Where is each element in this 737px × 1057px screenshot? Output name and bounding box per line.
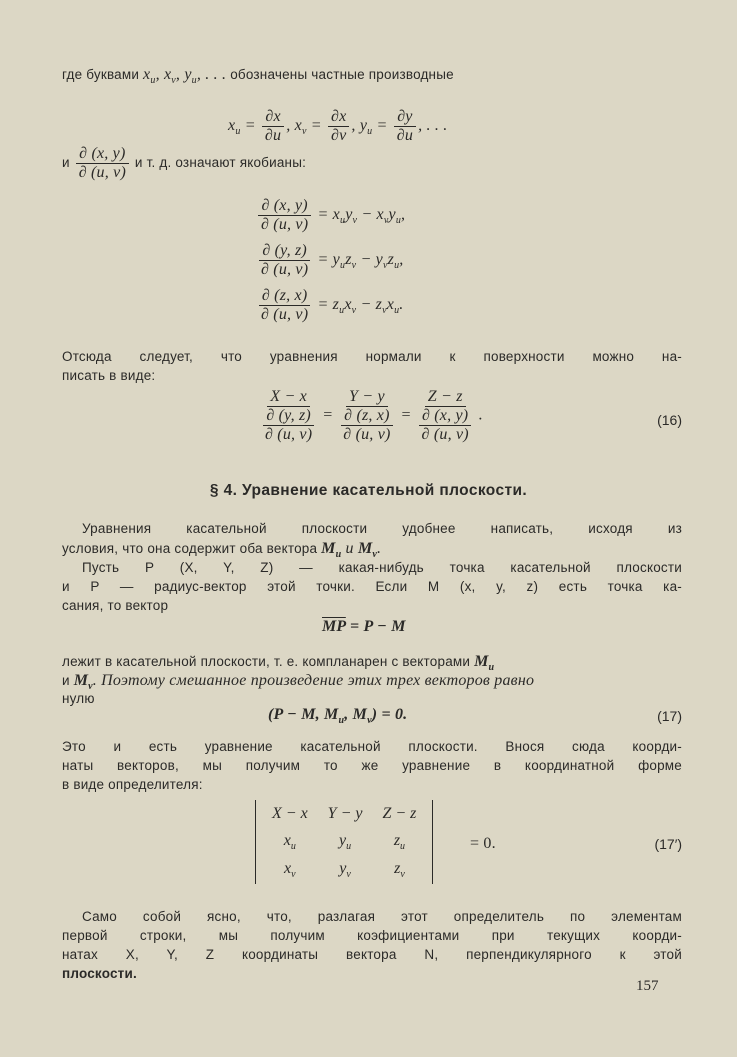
numerator: Z − z bbox=[425, 388, 466, 407]
text: где буквами bbox=[62, 67, 144, 82]
paragraph-line: нулю bbox=[62, 691, 95, 706]
paragraph-line: натах X, Y, Z координаты вектора N, перпендикулярного к этой bbox=[62, 947, 682, 962]
variables bbox=[143, 66, 227, 86]
determinant-cell bbox=[262, 800, 318, 828]
denominator: ∂ (u, v) bbox=[261, 261, 309, 278]
determinant-cell bbox=[262, 856, 318, 884]
fraction bbox=[258, 242, 311, 279]
determinant-row bbox=[262, 800, 426, 828]
determinant-cell bbox=[372, 800, 426, 828]
paragraph-line: Отсюда следует, что уравнения нормали к поверхности можно на- bbox=[62, 349, 682, 364]
symbol-base: M bbox=[474, 653, 489, 670]
denominator: ∂ (u, v) bbox=[265, 426, 313, 443]
symbol-base: y bbox=[345, 206, 353, 224]
math-symbol bbox=[321, 540, 342, 560]
fraction bbox=[262, 407, 315, 444]
symbol-base: z bbox=[394, 860, 401, 877]
intro-line bbox=[62, 66, 627, 86]
numerator: ∂x bbox=[328, 108, 349, 127]
math-symbol bbox=[386, 296, 400, 317]
math-symbol bbox=[375, 251, 388, 272]
numerator: ∂ (y, z) bbox=[259, 242, 310, 261]
fraction bbox=[340, 407, 393, 444]
symbol-base: z bbox=[345, 251, 352, 269]
operator: . bbox=[478, 406, 483, 424]
determinant-cell bbox=[318, 856, 373, 884]
equation-number: (17′) bbox=[654, 836, 682, 852]
separator: , . . . bbox=[418, 117, 448, 135]
equation-mp bbox=[322, 618, 737, 636]
numerator: ∂x bbox=[262, 108, 283, 127]
partials bbox=[228, 108, 448, 144]
paragraph-line: писать в виде: bbox=[62, 368, 156, 383]
compound-fraction bbox=[335, 388, 398, 444]
vector-mp: $\overline{MP}$ bbox=[322, 618, 346, 635]
section-heading: § 4. Уравнение касательной плоскости. bbox=[209, 482, 528, 499]
jacobian-fraction bbox=[76, 145, 129, 182]
symbol-subscript: v bbox=[400, 869, 405, 880]
symbol-subscript: v bbox=[301, 126, 307, 138]
symbol-subscript: u bbox=[335, 549, 342, 560]
symbol-base: y bbox=[339, 860, 347, 877]
math-text: , bbox=[344, 706, 353, 723]
text: обозначены частные производные bbox=[226, 67, 454, 82]
symbol-subscript: u bbox=[394, 260, 400, 272]
denominator: ∂ (u, v) bbox=[421, 426, 469, 443]
math-symbol bbox=[352, 706, 372, 726]
symbol-base: y bbox=[339, 832, 347, 849]
math-text: Y − y bbox=[327, 805, 363, 822]
symbol-base: x bbox=[294, 117, 302, 135]
symbol-base: z bbox=[375, 296, 383, 314]
denominator: ∂v bbox=[331, 127, 347, 144]
jacobian-equation bbox=[256, 197, 737, 234]
determinant-cell bbox=[372, 856, 426, 884]
numerator: ∂ (x, y) bbox=[419, 407, 471, 426]
math-text: = bbox=[313, 251, 333, 269]
math-text: X − x bbox=[272, 805, 308, 822]
paragraph-line: Само собой ясно, что, разлагая этот определитель по элементам bbox=[82, 909, 682, 924]
math-symbol bbox=[283, 832, 296, 852]
math-symbol bbox=[332, 206, 346, 227]
denominator bbox=[257, 407, 320, 444]
numerator: X − x bbox=[267, 388, 310, 407]
paragraph-line: первой строки, мы получим коэфициентами при текущих коорди- bbox=[62, 928, 682, 943]
math-symbol bbox=[387, 251, 400, 272]
math-symbol bbox=[73, 672, 93, 692]
math-symbol bbox=[294, 117, 307, 138]
math-symbol bbox=[375, 296, 387, 317]
symbol-base: x bbox=[228, 117, 236, 135]
math-text: (P − M, bbox=[268, 706, 325, 723]
paragraph-line: Это и есть уравнение касательной плоскости. Внося сюда коорди- bbox=[62, 739, 682, 754]
determinant-cell bbox=[318, 800, 373, 828]
denominator: ∂ (u, v) bbox=[343, 426, 391, 443]
fraction bbox=[394, 108, 416, 145]
determinant-cell bbox=[318, 828, 373, 856]
symbol-subscript: v bbox=[352, 215, 358, 227]
determinant-row bbox=[262, 856, 426, 884]
symbol-base: M bbox=[324, 706, 339, 723]
paragraph-line: сания, то вектор bbox=[62, 598, 169, 613]
symbol-subscript: v bbox=[346, 869, 351, 880]
math-text: − bbox=[356, 251, 376, 269]
numerator: ∂ (x, y) bbox=[76, 145, 128, 164]
fraction bbox=[258, 197, 311, 234]
jacobian-equation bbox=[256, 287, 737, 324]
math-symbol bbox=[388, 206, 402, 227]
math-text: ) = 0. bbox=[371, 706, 408, 723]
paragraph-line: плоскости. bbox=[62, 966, 137, 981]
math-symbol bbox=[284, 860, 296, 880]
math-text: , bbox=[401, 206, 406, 224]
math bbox=[73, 672, 535, 692]
math-text: − bbox=[356, 296, 376, 314]
text: и bbox=[62, 155, 70, 171]
separator: , bbox=[351, 117, 360, 135]
math bbox=[474, 653, 495, 673]
symbol-base: x bbox=[283, 832, 291, 849]
math-symbol bbox=[332, 296, 345, 317]
compound-fraction bbox=[257, 388, 320, 444]
symbol-base: x bbox=[284, 860, 292, 877]
symbol-base: y bbox=[375, 251, 383, 269]
symbol-base: x bbox=[344, 296, 352, 314]
math-text: , . . . bbox=[196, 66, 227, 83]
partial-derivatives-formula bbox=[228, 108, 737, 145]
text: и т. д. означают якобианы: bbox=[134, 155, 307, 171]
paragraph-line: и P — радиус-вектор этой точки. Если M (x, y, z) есть точка ка- bbox=[62, 579, 682, 594]
determinant-cell bbox=[372, 828, 426, 856]
symbol-subscript: v bbox=[351, 305, 357, 317]
symbol-base: x bbox=[376, 206, 384, 224]
math-text: , bbox=[399, 251, 404, 269]
operator: = bbox=[322, 406, 334, 424]
page-number: 157 bbox=[636, 978, 659, 994]
numerator: ∂ (y, z) bbox=[263, 407, 314, 426]
math-symbol bbox=[394, 860, 405, 880]
math-text: и bbox=[341, 540, 358, 557]
symbol-subscript: u bbox=[394, 305, 400, 317]
symbol-base: M bbox=[321, 540, 336, 557]
math-text: , bbox=[175, 66, 185, 83]
rhs: = P − M bbox=[345, 618, 406, 635]
determinant-row bbox=[262, 828, 426, 856]
determinant-cell bbox=[262, 828, 318, 856]
symbol-base: x bbox=[163, 66, 172, 83]
math-symbol bbox=[228, 117, 241, 138]
fraction bbox=[262, 108, 284, 145]
math-text: = bbox=[313, 296, 333, 314]
symbol-base: y bbox=[332, 251, 340, 269]
symbol-subscript: v bbox=[372, 549, 378, 560]
denominator: ∂u bbox=[264, 127, 282, 144]
math-symbol bbox=[345, 206, 358, 227]
numerator: ∂ (z, x) bbox=[341, 407, 393, 426]
math-symbol bbox=[184, 66, 197, 86]
paragraph-line: Уравнения касательной плоскости удобнее написать, исходя из bbox=[82, 521, 682, 536]
math-text: , bbox=[155, 66, 164, 83]
math-symbol bbox=[163, 66, 176, 86]
denominator: ∂ (u, v) bbox=[261, 216, 309, 233]
math-text: = bbox=[240, 117, 260, 135]
jacobian-equation bbox=[256, 242, 737, 279]
math-symbol bbox=[332, 251, 346, 272]
math-symbol bbox=[344, 296, 357, 317]
math-symbol bbox=[376, 206, 389, 227]
symbol-subscript: v bbox=[171, 75, 176, 86]
symbol-subscript: u bbox=[191, 75, 197, 86]
symbol-subscript: u bbox=[235, 126, 241, 138]
symbol-subscript: u bbox=[367, 126, 373, 138]
fraction bbox=[328, 108, 349, 145]
determinant bbox=[255, 800, 433, 884]
separator: , bbox=[286, 117, 295, 135]
symbol-subscript: u bbox=[488, 662, 495, 673]
symbol-base: x bbox=[386, 296, 395, 314]
paragraph-line: Пусть P (X, Y, Z) — какая-нибудь точка касательной плоскости bbox=[82, 560, 682, 575]
symbol-subscript: u bbox=[150, 75, 156, 86]
denominator: ∂ (u, v) bbox=[261, 306, 309, 323]
symbol-subscript: v bbox=[351, 260, 357, 272]
symbol-subscript: v bbox=[291, 869, 296, 880]
paragraph-line: в виде определителя: bbox=[62, 777, 203, 792]
symbol-base: y bbox=[388, 206, 396, 224]
symbol-base: x bbox=[143, 66, 151, 83]
fraction bbox=[419, 407, 472, 444]
math-symbol bbox=[339, 860, 351, 880]
symbol-subscript: v bbox=[382, 305, 387, 317]
symbol-base: z bbox=[387, 251, 395, 269]
math-text: − bbox=[357, 206, 377, 224]
symbol-subscript: v bbox=[88, 681, 93, 692]
fraction bbox=[258, 287, 311, 324]
symbol-base: z bbox=[393, 832, 401, 849]
denominator bbox=[335, 407, 398, 444]
symbol-subscript: u bbox=[290, 841, 296, 852]
determinant-rhs: = 0. bbox=[470, 835, 496, 852]
denominator: ∂u bbox=[396, 127, 414, 144]
numerator: ∂y bbox=[394, 108, 415, 127]
math-symbol bbox=[474, 653, 495, 673]
math-symbol bbox=[393, 832, 406, 852]
math-symbol bbox=[357, 540, 378, 560]
math-text: . bbox=[377, 540, 382, 557]
math-symbol bbox=[359, 117, 373, 138]
symbol-base: z bbox=[332, 296, 340, 314]
math-symbol bbox=[345, 251, 357, 272]
denominator: ∂ (u, v) bbox=[78, 164, 126, 181]
symbol-subscript: u bbox=[338, 715, 345, 726]
symbol-subscript: v bbox=[367, 715, 372, 726]
equation-number: (17) bbox=[657, 708, 682, 724]
math-symbol bbox=[143, 66, 156, 86]
symbol-subscript: v bbox=[382, 260, 388, 272]
symbol-base: M bbox=[357, 540, 373, 557]
symbol-base: y bbox=[359, 117, 368, 135]
math-text: = bbox=[306, 117, 326, 135]
symbol-subscript: u bbox=[395, 215, 402, 227]
compound-fraction bbox=[414, 388, 477, 444]
symbol-base: y bbox=[184, 66, 192, 83]
symbol-subscript: u bbox=[400, 841, 406, 852]
symbol-subscript: u bbox=[339, 305, 345, 317]
math-text: = bbox=[313, 206, 333, 224]
text: лежит в касательной плоскости, т. е. компланарен с векторами bbox=[62, 654, 475, 669]
operator: = bbox=[400, 406, 412, 424]
numerator: Y − y bbox=[346, 388, 388, 407]
symbol-base: x bbox=[332, 206, 340, 224]
denominator bbox=[414, 407, 477, 444]
math-text: . bbox=[399, 296, 404, 314]
math-text: Z − z bbox=[382, 805, 417, 822]
symbol-subscript: u bbox=[346, 841, 352, 852]
math-text: . Поэтому смешанное произведение этих трех векторов равно bbox=[92, 672, 535, 689]
math-symbol bbox=[339, 832, 352, 852]
symbol-subscript: u bbox=[339, 260, 346, 272]
symbol-base: M bbox=[73, 672, 89, 689]
text: условия, что она содержит оба вектора bbox=[62, 541, 322, 556]
jacobian-intro bbox=[62, 145, 682, 182]
symbol-subscript: v bbox=[383, 215, 389, 227]
symbol-base: M bbox=[352, 706, 368, 723]
math-symbol bbox=[324, 706, 345, 726]
math bbox=[321, 540, 382, 560]
math-text: = bbox=[372, 117, 392, 135]
equation-number: (16) bbox=[657, 412, 682, 428]
numerator: ∂ (x, y) bbox=[258, 197, 310, 216]
text: и bbox=[62, 673, 74, 688]
numerator: ∂ (z, x) bbox=[259, 287, 311, 306]
symbol-subscript: u bbox=[339, 215, 346, 227]
paragraph-line: наты векторов, мы получим то же уравнение в координатной форме bbox=[62, 758, 682, 773]
